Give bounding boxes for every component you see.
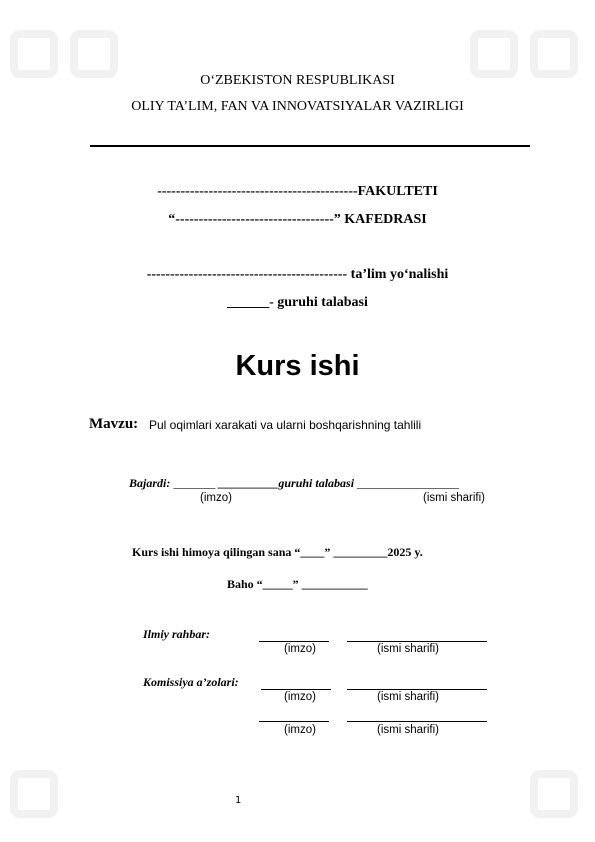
group-line: ______- guruhi talabasi <box>227 295 368 310</box>
bajardi-signature-blank: _______ <box>173 476 216 490</box>
bajardi-name-blank: _________________ <box>357 476 460 490</box>
page-number: 1 <box>235 795 242 806</box>
commission-signature-line-1 <box>261 689 331 690</box>
direction-line: ------------------------------------------- ta’lim yo‘nalishi <box>146 267 449 282</box>
grade: Baho “_____” ___________ <box>227 577 368 591</box>
commission-imzo-1: (imzo) <box>284 691 316 703</box>
commission-signature-line-2 <box>259 721 329 722</box>
supervisor-imzo: (imzo) <box>284 643 316 655</box>
watermark-mark <box>530 770 578 818</box>
bajardi-group: __________guruhi talabasi <box>218 476 355 490</box>
document-title: Kurs ishi <box>235 350 360 382</box>
watermark-mark <box>10 770 58 818</box>
watermark-mark <box>10 30 58 78</box>
bajardi-ismi: (ismi sharifi) <box>423 492 485 504</box>
commission-name-line-1 <box>347 689 487 690</box>
bajardi-row <box>129 476 459 491</box>
topic-text: Pul oqimlari xarakati va ularni boshqarishning tahlili <box>149 418 422 432</box>
commission-name-line-2 <box>347 721 487 722</box>
commission-ismi-2: (ismi sharifi) <box>377 724 439 736</box>
faculty-line: -------------------------------------------FAKULTETI <box>157 184 438 199</box>
watermark-mark <box>70 30 118 78</box>
supervisor-signature-line <box>259 641 329 642</box>
bajardi-label: Bajardi: <box>129 476 171 490</box>
supervisor-name-line <box>347 641 487 642</box>
kafedra-line: “----------------------------------” KAFEDRASI <box>168 212 427 227</box>
defense-date: Kurs ishi himoya qilingan sana “____” _________2025 y. <box>132 545 423 559</box>
topic-label: Mavzu: <box>89 416 139 432</box>
supervisor-label: Ilmiy rahbar: <box>143 627 211 641</box>
republic-heading: O‘ZBEKISTON RESPUBLIKASI <box>200 73 395 88</box>
header-rule <box>90 145 530 147</box>
watermark-mark <box>470 30 518 78</box>
commission-imzo-2: (imzo) <box>284 724 316 736</box>
commission-label: Komissiya a’zolari: <box>143 675 239 689</box>
bajardi-imzo: (imzo) <box>200 492 232 504</box>
ministry-heading: OLIY TA’LIM, FAN VA INNOVATSIYALAR VAZIRLIGI <box>131 99 464 114</box>
supervisor-ismi: (ismi sharifi) <box>377 643 439 655</box>
commission-ismi-1: (ismi sharifi) <box>377 691 439 703</box>
watermark-mark <box>530 30 578 78</box>
